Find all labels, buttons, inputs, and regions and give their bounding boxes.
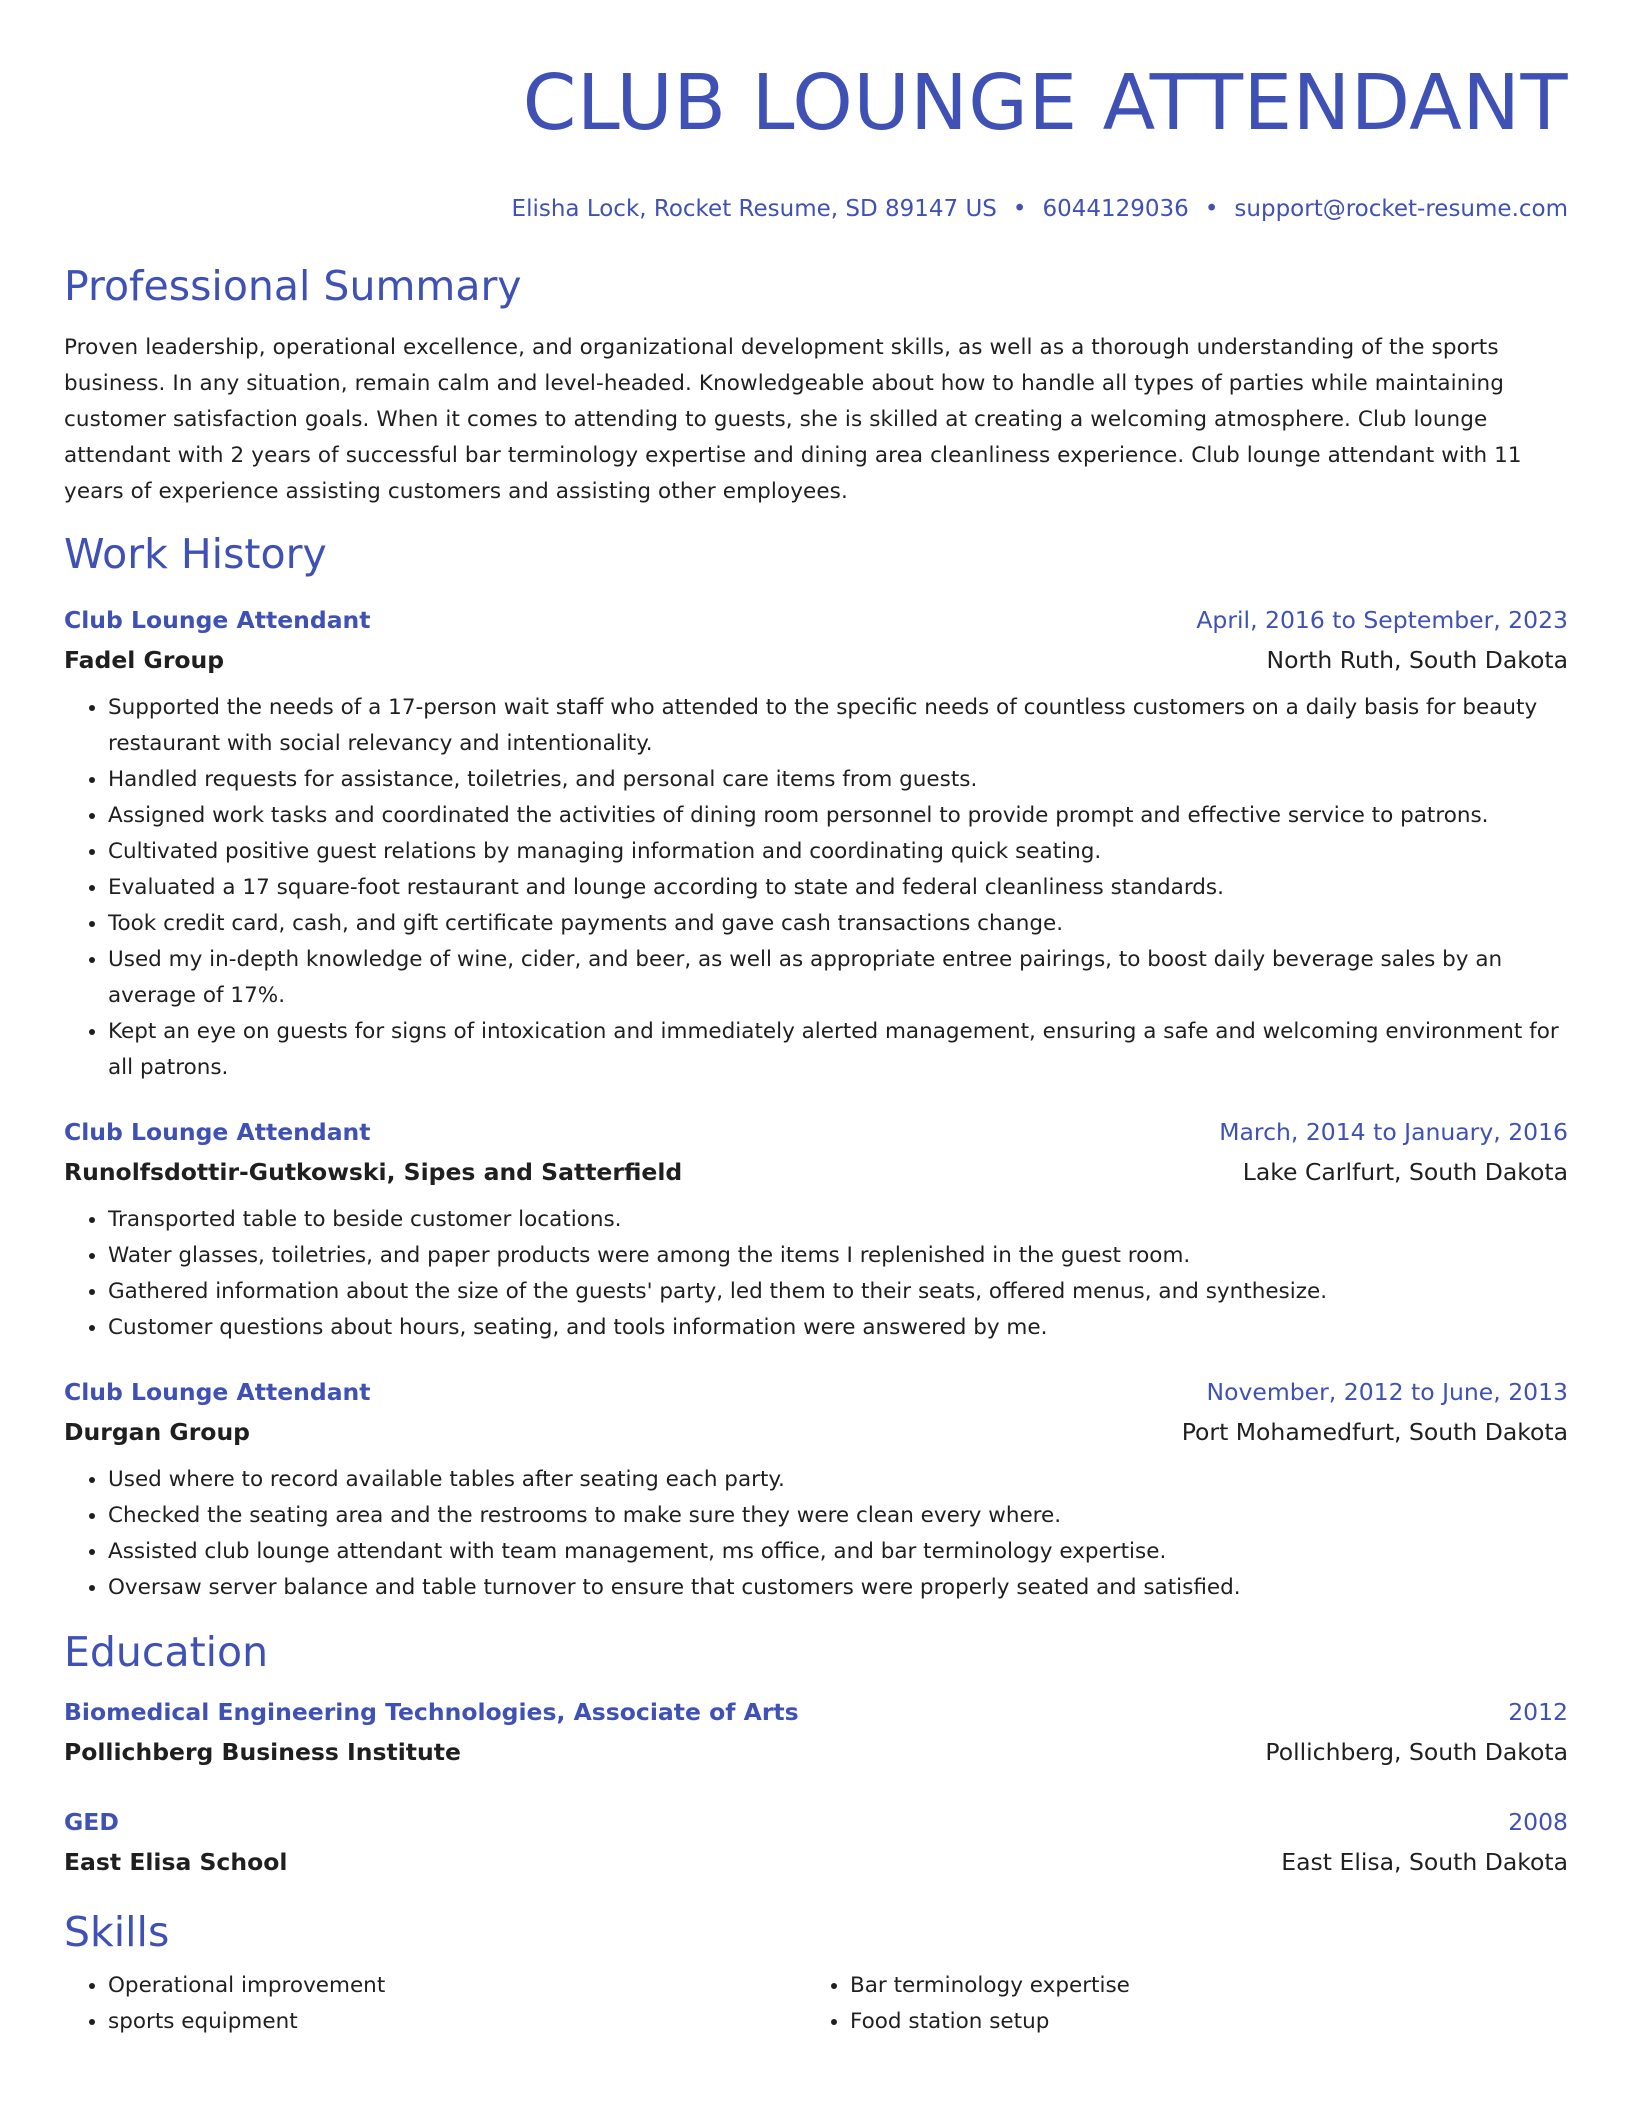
job-location: North Ruth, South Dakota [1266, 646, 1568, 674]
job-title: Club Lounge Attendant [64, 1118, 371, 1146]
education-year: 2008 [1508, 1808, 1568, 1836]
job-company: Fadel Group [64, 646, 225, 674]
summary-text: Proven leadership, operational excellence, and organizational development skills, as well as a thorough understanding of the sports business. In any situation, remain calm and level-headed. Knowledgeable about how to handle all types of parties while maintaining customer satisfaction goals. When it comes to attending to guests, she is skilled at creating a welcoming atmosphere. Club lounge attendant with 2 years of successful bar terminology expertise and dining area cleanliness experience. Club lounge attendant with 11 years of experience assisting customers and assisting other employees. [64, 335, 1522, 504]
job-dates: November, 2012 to June, 2013 [1206, 1378, 1568, 1406]
job-company-row [64, 1412, 1568, 1452]
job-bullets [64, 1462, 1568, 1606]
job-company-row [64, 1152, 1568, 1192]
skills-column-left [64, 1968, 806, 2040]
work-history-heading: Work History [64, 530, 327, 578]
job-entry [64, 600, 1568, 1086]
list-item: • Customer questions about hours, seating, and tools information were answered by me. [108, 1310, 1568, 1346]
education-school: East Elisa School [64, 1848, 288, 1876]
contact-address: Elisha Lock, Rocket Resume, SD 89147 US [511, 196, 997, 222]
list-item: • Assigned work tasks and coordinated the activities of dining room personnel to provide prompt and effective service to patrons. [108, 798, 1568, 834]
education-entry [64, 1692, 1568, 1772]
job-company: Durgan Group [64, 1418, 250, 1446]
list-item: • Used where to record available tables after seating each party. [108, 1462, 1568, 1498]
job-entry [64, 1372, 1568, 1606]
education-degree: Biomedical Engineering Technologies, Associate of Arts [64, 1698, 799, 1726]
contact-line [64, 194, 1568, 224]
list-item: • Gathered information about the size of the guests' party, led them to their seats, offered menus, and synthesize. [108, 1274, 1568, 1310]
education-header-row [64, 1802, 1568, 1842]
job-title: Club Lounge Attendant [64, 1378, 371, 1406]
list-item: • Checked the seating area and the restrooms to make sure they were clean every where. [108, 1498, 1568, 1534]
education-entry [64, 1802, 1568, 1882]
job-company: Runolfsdottir-Gutkowski, Sipes and Satterfield [64, 1158, 683, 1186]
education-heading: Education [64, 1628, 269, 1676]
contact-email[interactable]: support@rocket-resume.com [1234, 196, 1568, 222]
list-item: • Food station setup [850, 2004, 1548, 2040]
list-item: • Bar terminology expertise [850, 1968, 1548, 2004]
contact-phone: 6044129036 [1042, 196, 1189, 222]
education-header-row [64, 1692, 1568, 1732]
list-item: • Kept an eye on guests for signs of intoxication and immediately alerted management, ensuring a safe and welcoming environment for all patrons. [108, 1014, 1568, 1086]
job-dates: April, 2016 to September, 2023 [1196, 606, 1568, 634]
job-company-row [64, 640, 1568, 680]
education-location: East Elisa, South Dakota [1281, 1848, 1568, 1876]
education-school-row [64, 1732, 1568, 1772]
skills-column-right [806, 1968, 1548, 2040]
list-item: • Water glasses, toiletries, and paper products were among the items I replenished in the guest room. [108, 1238, 1568, 1274]
list-item: • Evaluated a 17 square-foot restaurant and lounge according to state and federal cleanliness standards. [108, 870, 1568, 906]
skills-heading: Skills [64, 1908, 170, 1956]
separator-dot: • [1204, 196, 1219, 222]
list-item: • Supported the needs of a 17-person wait staff who attended to the specific needs of countless customers on a daily basis for beauty restaurant with social relevancy and intentionality. [108, 690, 1568, 762]
job-location: Lake Carlfurt, South Dakota [1242, 1158, 1568, 1186]
job-header-row [64, 1112, 1568, 1152]
list-item: • Handled requests for assistance, toiletries, and personal care items from guests. [108, 762, 1568, 798]
job-dates: March, 2014 to January, 2016 [1219, 1118, 1568, 1146]
job-location: Port Mohamedfurt, South Dakota [1181, 1418, 1568, 1446]
job-title: Club Lounge Attendant [64, 606, 371, 634]
education-school: Pollichberg Business Institute [64, 1738, 461, 1766]
skills-list [64, 1968, 1568, 2040]
education-degree: GED [64, 1808, 119, 1836]
list-item: • Transported table to beside customer locations. [108, 1202, 1568, 1238]
job-bullets [64, 690, 1568, 1086]
education-school-row [64, 1842, 1568, 1882]
job-bullets [64, 1202, 1568, 1346]
list-item: • Used my in-depth knowledge of wine, cider, and beer, as well as appropriate entree pairings, to boost daily beverage sales by an average of 17%. [108, 942, 1568, 1014]
job-header-row [64, 1372, 1568, 1412]
list-item: • Oversaw server balance and table turnover to ensure that customers were properly seated and satisfied. [108, 1570, 1568, 1606]
summary-heading: Professional Summary [64, 262, 522, 310]
list-item: • Operational improvement [108, 1968, 806, 2004]
job-header-row [64, 600, 1568, 640]
list-item: • Took credit card, cash, and gift certificate payments and gave cash transactions change. [108, 906, 1568, 942]
resume-title: CLUB LOUNGE ATTENDANT [522, 59, 1568, 148]
education-location: Pollichberg, South Dakota [1265, 1738, 1568, 1766]
list-item: • Assisted club lounge attendant with team management, ms office, and bar terminology expertise. [108, 1534, 1568, 1570]
list-item: • sports equipment [108, 2004, 806, 2040]
resume-page [64, 0, 1568, 2040]
education-year: 2012 [1508, 1698, 1568, 1726]
list-item: • Cultivated positive guest relations by managing information and coordinating quick seating. [108, 834, 1568, 870]
resume-header [64, 0, 1568, 224]
job-entry [64, 1112, 1568, 1346]
separator-dot: • [1012, 196, 1027, 222]
